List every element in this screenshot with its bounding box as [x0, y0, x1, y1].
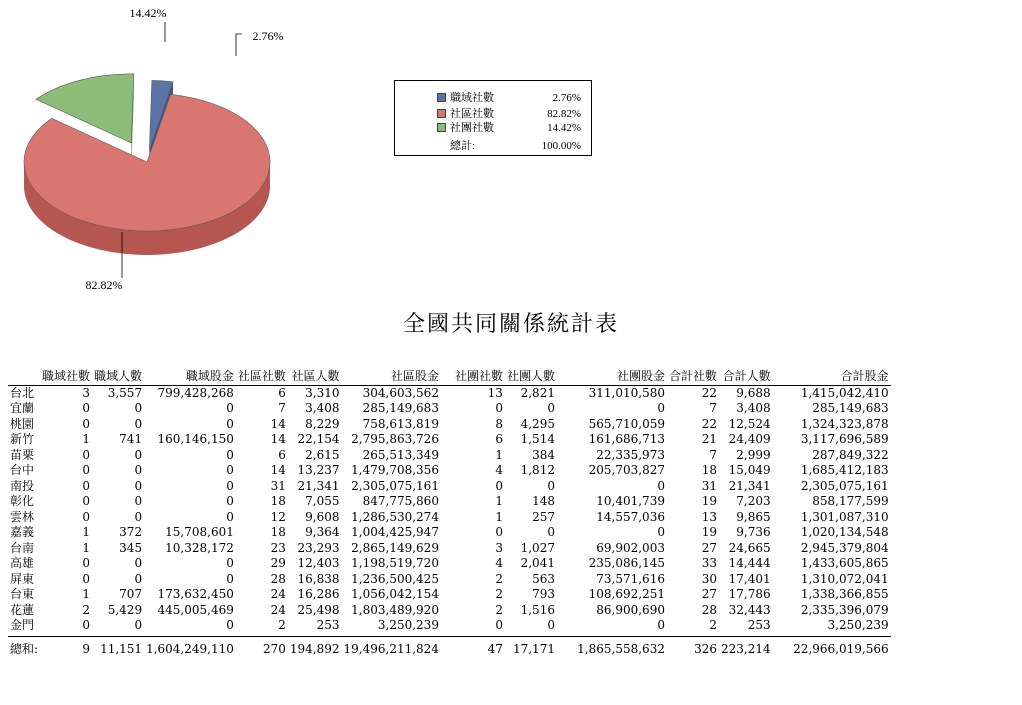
legend-total — [437, 139, 585, 153]
table-row — [8, 385, 891, 401]
table-cell: 25,498 — [297, 602, 340, 617]
table-cell: 10,401,739 — [596, 494, 665, 508]
table-row — [8, 494, 891, 510]
table-cell: 0 — [226, 509, 234, 524]
total-cell: 223,214 — [719, 636, 773, 661]
table-cell: 19 — [701, 525, 717, 539]
region-cell: 金門 — [10, 618, 35, 632]
table-cell: 13,237 — [297, 463, 340, 477]
header-cell: 社區股金 — [342, 368, 441, 385]
table-cell: 14 — [270, 463, 286, 477]
header-cell: 職域人數 — [94, 369, 143, 383]
table-cell: 1,027 — [520, 540, 555, 555]
table-cell: 741 — [119, 432, 143, 446]
table-cell: 1,324,323,878 — [800, 416, 889, 431]
legend-label: 社區社數 — [450, 108, 494, 120]
table-cell: 265,513,349 — [362, 447, 439, 462]
table-cell: 1,803,489,920 — [351, 602, 439, 617]
table-cell: 7 — [709, 447, 717, 462]
legend-pct: 2.76% — [552, 92, 581, 104]
table-cell: 14,557,036 — [596, 509, 665, 524]
table-cell: 0 — [134, 494, 143, 508]
table-cell: 173,632,450 — [157, 587, 234, 601]
table-cell: 4 — [495, 556, 503, 570]
table-cell: 13 — [487, 385, 503, 400]
table-cell: 3,250,239 — [377, 618, 439, 632]
slice-workplace-leader — [236, 34, 242, 56]
table-cell: 2,041 — [520, 556, 555, 570]
table-cell: 1,685,412,183 — [800, 463, 889, 477]
table-cell: 9,608 — [305, 509, 340, 524]
table-row — [8, 587, 891, 603]
table-cell: 18 — [270, 525, 286, 539]
table-row — [8, 479, 891, 495]
table-cell: 799,428,268 — [157, 385, 234, 400]
table-cell: 12 — [270, 509, 286, 524]
table-cell: 23 — [270, 540, 286, 555]
table-cell: 2 — [495, 602, 503, 617]
table-cell: 0 — [495, 478, 503, 493]
slice-association-label: 14.42% — [129, 6, 167, 20]
table-cell: 148 — [532, 494, 555, 508]
table-cell: 12,524 — [728, 416, 771, 431]
total-cell: 194,892 — [288, 636, 342, 661]
header-cell: 合計股金 — [773, 368, 891, 385]
table-cell: 793 — [532, 587, 555, 601]
table-cell: 7 — [709, 401, 717, 415]
table-cell: 27 — [701, 540, 717, 555]
header-cell: 社團人數 — [506, 369, 555, 383]
table-cell: 0 — [134, 478, 143, 493]
table-cell: 8,229 — [305, 416, 340, 431]
header-cell: 社團社數 — [441, 368, 505, 385]
table-cell: 3,250,239 — [827, 618, 889, 632]
table-cell: 28 — [270, 571, 286, 586]
table-cell: 14,444 — [728, 556, 771, 570]
table-cell: 21 — [701, 432, 717, 446]
legend-item-community — [437, 107, 585, 121]
table-cell: 17,786 — [728, 587, 771, 601]
table-cell: 205,703,827 — [588, 463, 665, 477]
table-cell: 14 — [270, 432, 286, 446]
legend-item-workplace — [437, 91, 585, 105]
total-cell: 17,171 — [505, 636, 557, 661]
total-cell: 326 — [667, 636, 719, 661]
table-cell: 0 — [657, 478, 665, 493]
chart-legend — [394, 80, 592, 156]
table-cell: 1 — [495, 447, 503, 462]
table-cell: 2,865,149,629 — [351, 540, 439, 555]
region-cell: 桃園 — [10, 416, 35, 431]
table-cell: 108,692,251 — [588, 587, 665, 601]
table-cell: 22,335,973 — [596, 447, 665, 462]
table-cell: 565,710,059 — [588, 416, 665, 431]
table-cell: 27 — [701, 587, 717, 601]
table-cell: 847,775,860 — [362, 494, 439, 508]
table-cell: 28 — [701, 602, 717, 617]
table-cell: 23,293 — [297, 540, 340, 555]
pie-slices — [24, 74, 270, 231]
table-cell: 0 — [226, 571, 234, 586]
table-row — [8, 417, 891, 433]
table-cell: 0 — [134, 556, 143, 570]
table-cell: 0 — [82, 509, 91, 524]
table-cell: 6 — [278, 385, 286, 400]
table-cell: 0 — [226, 447, 234, 462]
table-cell: 1,479,708,356 — [351, 463, 439, 477]
region-cell: 花蓮 — [10, 602, 35, 617]
header-cell: 合計人數 — [719, 368, 773, 385]
table-cell: 9,865 — [736, 509, 771, 524]
table-cell: 15,708,601 — [165, 525, 234, 539]
table-row — [8, 401, 891, 417]
table-cell: 1,415,042,410 — [800, 385, 889, 400]
table-cell: 0 — [657, 525, 665, 539]
table-total-row — [8, 636, 891, 661]
table-cell: 372 — [119, 525, 143, 539]
legend-swatch-community — [437, 109, 446, 118]
table-cell: 19 — [701, 494, 717, 508]
table-cell: 1,310,072,041 — [800, 571, 889, 586]
table-cell: 17,401 — [728, 571, 771, 586]
table-cell: 2 — [709, 618, 717, 632]
table-cell: 0 — [226, 494, 234, 508]
header-cell: 社團股金 — [557, 368, 667, 385]
table-row — [8, 572, 891, 588]
table-cell: 2 — [278, 618, 286, 632]
table-cell: 6 — [278, 447, 286, 462]
page-title: 全國共同關係統計表 — [402, 312, 619, 337]
header-cell — [8, 368, 40, 385]
table-cell: 235,086,145 — [588, 556, 665, 570]
table-cell: 0 — [82, 494, 91, 508]
total-cell: 11,151 — [92, 636, 144, 661]
table-cell: 18 — [270, 494, 286, 508]
table-cell: 1,338,366,855 — [800, 587, 889, 601]
header-cell: 社區人數 — [288, 368, 342, 385]
table-cell: 18 — [701, 463, 717, 477]
table-cell: 8 — [495, 416, 503, 431]
table-cell: 0 — [226, 463, 234, 477]
table-cell: 0 — [547, 401, 555, 415]
table-cell: 253 — [316, 618, 340, 632]
table-cell: 22 — [701, 385, 717, 400]
table-cell: 3,117,696,589 — [800, 432, 889, 446]
region-cell: 台中 — [10, 463, 35, 477]
table-cell: 1,301,087,310 — [800, 509, 889, 524]
table-cell: 2,615 — [305, 447, 340, 462]
table-cell: 1,514 — [520, 432, 555, 446]
table-cell: 253 — [747, 618, 771, 632]
table-cell: 16,838 — [297, 571, 340, 586]
total-cell: 22,966,019,566 — [773, 636, 891, 661]
table-cell: 1 — [82, 540, 91, 555]
table-cell: 0 — [547, 478, 555, 493]
table-cell: 1,198,519,720 — [351, 556, 439, 570]
table-cell: 311,010,580 — [588, 385, 665, 400]
table-cell: 4 — [495, 463, 503, 477]
table-cell: 1 — [82, 587, 91, 601]
table-cell: 12,403 — [297, 556, 340, 570]
table-cell: 0 — [657, 401, 665, 415]
table-cell: 10,328,172 — [165, 540, 234, 555]
total-cell: 1,865,558,632 — [557, 636, 667, 661]
table-cell: 22,154 — [297, 432, 340, 446]
table-cell: 2,305,075,161 — [800, 478, 889, 493]
legend-item-association — [437, 121, 585, 135]
table-cell: 2,305,075,161 — [351, 478, 439, 493]
table-cell: 9,736 — [736, 525, 771, 539]
header-cell: 職域股金 — [144, 368, 236, 385]
table-cell: 257 — [532, 509, 555, 524]
table-cell: 2 — [82, 602, 91, 617]
table-row — [8, 510, 891, 526]
table-cell: 1,056,042,154 — [351, 587, 439, 601]
table-cell: 0 — [82, 401, 91, 415]
region-cell: 苗栗 — [10, 447, 35, 462]
slice-community — [24, 94, 270, 231]
table-cell: 3 — [82, 385, 91, 400]
stats-table — [8, 368, 891, 661]
legend-total-label: 總計: — [450, 140, 476, 152]
table-cell: 0 — [82, 618, 91, 632]
table-cell: 9,364 — [305, 525, 340, 539]
table-cell: 2,945,379,804 — [800, 540, 889, 555]
table-cell: 31 — [270, 478, 286, 493]
slice-community-label: 82.82% — [85, 278, 123, 292]
table-cell: 758,613,819 — [362, 416, 439, 431]
table-cell: 21,341 — [297, 478, 340, 493]
table-cell: 1,812 — [520, 463, 555, 477]
table-cell: 304,603,562 — [362, 385, 439, 400]
table-cell: 1,020,134,548 — [800, 525, 889, 539]
table-cell: 1 — [495, 494, 503, 508]
legend-pct: 14.42% — [547, 122, 581, 134]
table-cell: 1 — [82, 432, 91, 446]
table-cell: 287,849,322 — [812, 447, 889, 462]
table-cell: 30 — [701, 571, 717, 586]
table-cell: 3,557 — [107, 385, 143, 400]
total-cell: 9 — [40, 636, 92, 661]
legend-pct: 82.82% — [547, 108, 581, 120]
table-cell: 7,203 — [736, 494, 771, 508]
table-cell: 29 — [270, 556, 286, 570]
total-cell: 270 — [236, 636, 288, 661]
table-cell: 13 — [701, 509, 717, 524]
region-cell: 雲林 — [10, 509, 35, 524]
table-cell: 0 — [82, 571, 91, 586]
legend-total-pct: 100.00% — [541, 140, 581, 152]
table-cell: 0 — [547, 525, 555, 539]
table-cell: 0 — [134, 463, 143, 477]
total-cell: 47 — [441, 636, 505, 661]
table-cell: 9,688 — [736, 385, 771, 400]
table-cell: 445,005,469 — [157, 602, 234, 617]
table-cell: 0 — [134, 416, 143, 431]
table-cell: 0 — [495, 618, 503, 632]
table-cell: 0 — [134, 618, 143, 632]
table-cell: 0 — [134, 571, 143, 586]
table-cell: 24 — [270, 587, 286, 601]
table-cell: 1,004,425,947 — [351, 525, 439, 539]
region-cell: 屏東 — [10, 571, 35, 586]
table-cell: 0 — [82, 556, 91, 570]
legend-label: 社團社數 — [450, 122, 494, 134]
table-cell: 3 — [495, 540, 503, 555]
table-cell: 0 — [226, 618, 234, 632]
table-row — [8, 448, 891, 464]
header-cell: 合計社數 — [668, 369, 717, 383]
table-cell: 3,310 — [305, 385, 340, 400]
table-cell: 1,236,500,425 — [351, 571, 439, 586]
table-cell: 2,999 — [736, 447, 771, 462]
table-cell: 7 — [278, 401, 286, 415]
table-cell: 0 — [226, 478, 234, 493]
table-row — [8, 525, 891, 541]
table-cell: 69,902,003 — [596, 540, 665, 555]
table-cell: 1,286,530,274 — [351, 509, 439, 524]
table-cell: 21,341 — [728, 478, 771, 493]
table-cell: 32,443 — [728, 602, 771, 617]
table-cell: 0 — [495, 401, 503, 415]
region-cell: 台東 — [10, 587, 35, 601]
table-cell: 0 — [134, 509, 143, 524]
table-cell: 161,686,713 — [588, 432, 665, 446]
table-cell: 3,408 — [305, 401, 340, 415]
table-cell: 24,665 — [728, 540, 771, 555]
region-cell: 台南 — [10, 540, 35, 555]
table-row — [8, 432, 891, 448]
table-cell: 563 — [532, 571, 555, 586]
table-cell: 6 — [495, 432, 503, 446]
region-cell: 宜蘭 — [10, 401, 35, 415]
table-cell: 7,055 — [305, 494, 340, 508]
total-cell: 19,496,211,824 — [342, 636, 441, 661]
table-cell: 0 — [82, 416, 91, 431]
table-cell: 1 — [82, 525, 91, 539]
table-cell: 160,146,150 — [157, 432, 234, 446]
table-row — [8, 463, 891, 479]
table-cell: 0 — [82, 447, 91, 462]
table-cell: 5,429 — [107, 602, 143, 617]
table-cell: 707 — [119, 587, 143, 601]
region-cell: 台北 — [10, 385, 35, 400]
table-cell: 24 — [270, 602, 286, 617]
slice-workplace-label: 2.76% — [252, 29, 284, 43]
table-cell: 86,900,690 — [596, 602, 665, 617]
table-cell: 0 — [547, 618, 555, 632]
table-cell: 31 — [701, 478, 717, 493]
table-cell: 0 — [82, 478, 91, 493]
header-cell: 職域社數 — [42, 369, 91, 383]
legend-label: 職域社數 — [450, 92, 494, 104]
table-cell: 345 — [119, 540, 143, 555]
table-cell: 1,516 — [520, 602, 555, 617]
table-cell: 3,408 — [736, 401, 771, 415]
table-cell: 0 — [82, 463, 91, 477]
table-cell: 22 — [701, 416, 717, 431]
table-cell: 285,149,683 — [812, 401, 889, 415]
table-cell: 2,821 — [520, 385, 555, 400]
table-cell: 33 — [701, 556, 717, 570]
table-cell: 2,795,863,726 — [351, 432, 439, 446]
table-cell: 2 — [495, 571, 503, 586]
table-row — [8, 603, 891, 619]
table-cell: 2 — [495, 587, 503, 601]
table-row — [8, 556, 891, 572]
table-cell: 285,149,683 — [362, 401, 439, 415]
table-cell: 1 — [495, 509, 503, 524]
table-cell: 0 — [134, 447, 143, 462]
table-row — [8, 618, 891, 634]
table-cell: 2,335,396,079 — [800, 602, 889, 617]
region-cell: 高雄 — [10, 556, 35, 570]
table-cell: 0 — [226, 416, 234, 431]
region-cell: 南投 — [10, 478, 35, 493]
table-cell: 384 — [532, 447, 555, 462]
legend-swatch-association — [437, 123, 446, 132]
table-row — [8, 541, 891, 557]
table-cell: 73,571,616 — [596, 571, 665, 586]
legend-swatch-workplace — [437, 93, 446, 102]
table-cell: 16,286 — [297, 587, 340, 601]
region-cell: 新竹 — [10, 432, 35, 446]
table-cell: 4,295 — [520, 416, 555, 431]
table-cell: 0 — [495, 525, 503, 539]
table-cell: 0 — [226, 556, 234, 570]
table-cell: 0 — [226, 401, 234, 415]
header-cell: 社區社數 — [237, 369, 286, 383]
table-cell: 858,177,599 — [812, 494, 889, 508]
table-cell: 24,409 — [728, 432, 771, 446]
table-cell: 1,433,605,865 — [800, 556, 889, 570]
region-cell: 彰化 — [10, 494, 35, 508]
total-cell: 1,604,249,110 — [144, 636, 236, 661]
table-cell: 0 — [657, 618, 665, 632]
region-cell: 嘉義 — [10, 525, 35, 539]
table-header-row — [8, 368, 891, 385]
table-cell: 15,049 — [728, 463, 771, 477]
table-cell: 14 — [270, 416, 286, 431]
table-cell: 0 — [134, 401, 143, 415]
total-label: 總和: — [8, 636, 40, 661]
